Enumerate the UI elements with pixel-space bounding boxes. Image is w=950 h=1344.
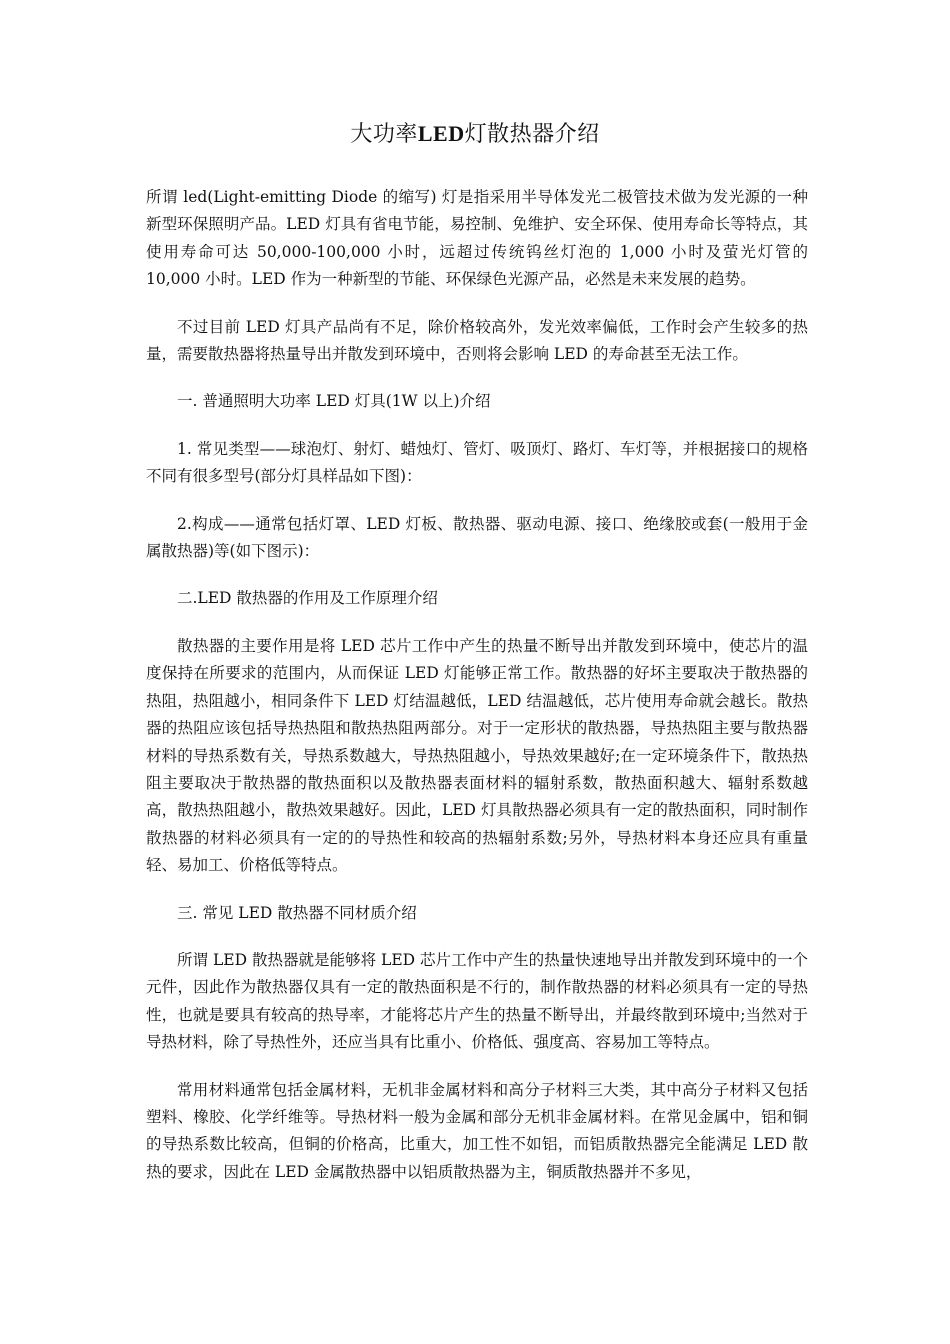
paragraph-shortcomings: 不过目前 LED 灯具产品尚有不足，除价格较高外，发光效率偏低，工作时会产生较多的热量，需要散热器将热量导出并散发到环境中，否则将会影响 LED 的寿命甚至无法工作。	[146, 317, 808, 364]
title-latin: LED	[417, 121, 465, 146]
section-heading-2: 二.LED 散热器的作用及工作原理介绍	[177, 589, 438, 608]
section-heading-3: 三. 常见 LED 散热器不同材质介绍	[177, 903, 417, 922]
document-body	[146, 184, 808, 1206]
paragraph-composition: 2.构成——通常包括灯罩、LED 灯板、散热器、驱动电源、接口、绝缘胶或套(一般用于金属散热器)等(如下图示)：	[146, 514, 808, 561]
paragraph-heatsink-function: 散热器的主要作用是将 LED 芯片工作中产生的热量不断导出并散发到环境中，使芯片的温度保持在所要求的范围内，从而保证 LED 灯能够正常工作。散热器的好坏主要取决于散热器的热阻，热阻越小，相同条件下 LED 灯结温越低，LED 结温越低，芯片使用寿命就会越长。散热器的热阻应该包括导热热阻和散热热阻两部分。对于一定形状的散热器，导热热阻主要与散热器材料的导热系数有关，导热系数越大，导热热阻越小，导热效果越好;在一定环境条件下，散热热阻主要取决于散热器的散热面积以及散热器表面材料的辐射系数，散热面积越大、辐射系数越高，散热热阻越小，散热效果越好。因此，LED 灯具散热器必须具有一定的散热面积，同时制作散热器的材料必须具有一定的的导热性和较高的热辐射系数;另外，导热材料本身还应具有重量轻、易加工、价格低等特点。	[146, 636, 808, 875]
paragraph-intro: 所谓 led(Light-emitting Diode 的缩写) 灯是指采用半导体发光二极管技术做为发光源的一种新型环保照明产品。LED 灯具有省电节能，易控制、免维护、安全环保、使用寿命长等特点，其使用寿命可达 50,000-100,000 小时，远超过传统钨丝灯泡的 1,000 小时及萤光灯管的 10,000 小时。LED 作为一种新型的节能、环保绿色光源产品，必然是未来发展的趋势。	[146, 188, 808, 289]
paragraph-heatsink-definition: 所谓 LED 散热器就是能够将 LED 芯片工作中产生的热量快速地导出并散发到环境中的一个元件，因此作为散热器仅具有一定的散热面积是不行的，制作散热器的材料必须具有一定的导热性，也就是要具有较高的热导率，才能将芯片产生的热量不断导出，并最终散到环境中;当然对于导热材料，除了导热性外，还应当具有比重小、价格低、强度高、容易加工等特点。	[146, 950, 808, 1052]
document-title	[0, 118, 950, 151]
section-heading-1: 一. 普通照明大功率 LED 灯具(1W 以上)介绍	[177, 392, 491, 411]
paragraph-materials: 常用材料通常包括金属材料，无机非金属材料和高分子材料三大类，其中高分子材料又包括塑料、橡胶、化学纤维等。导热材料一般为金属和部分无机非金属材料。在常见金属中，铝和铜的导热系数比较高，但铜的价格高，比重大，加工性不如铝，而铝质散热器完全能满足 LED 散热的要求，因此在 LED 金属散热器中以铝质散热器为主，铜质散热器并不多见，	[146, 1080, 808, 1181]
paragraph-common-types: 1. 常见类型——球泡灯、射灯、蜡烛灯、管灯、吸顶灯、路灯、车灯等，并根据接口的规格不同有很多型号(部分灯具样品如下图)：	[146, 439, 808, 486]
title-prefix: 大功率	[350, 122, 418, 147]
title-suffix: 灯散热器介绍	[464, 122, 600, 147]
